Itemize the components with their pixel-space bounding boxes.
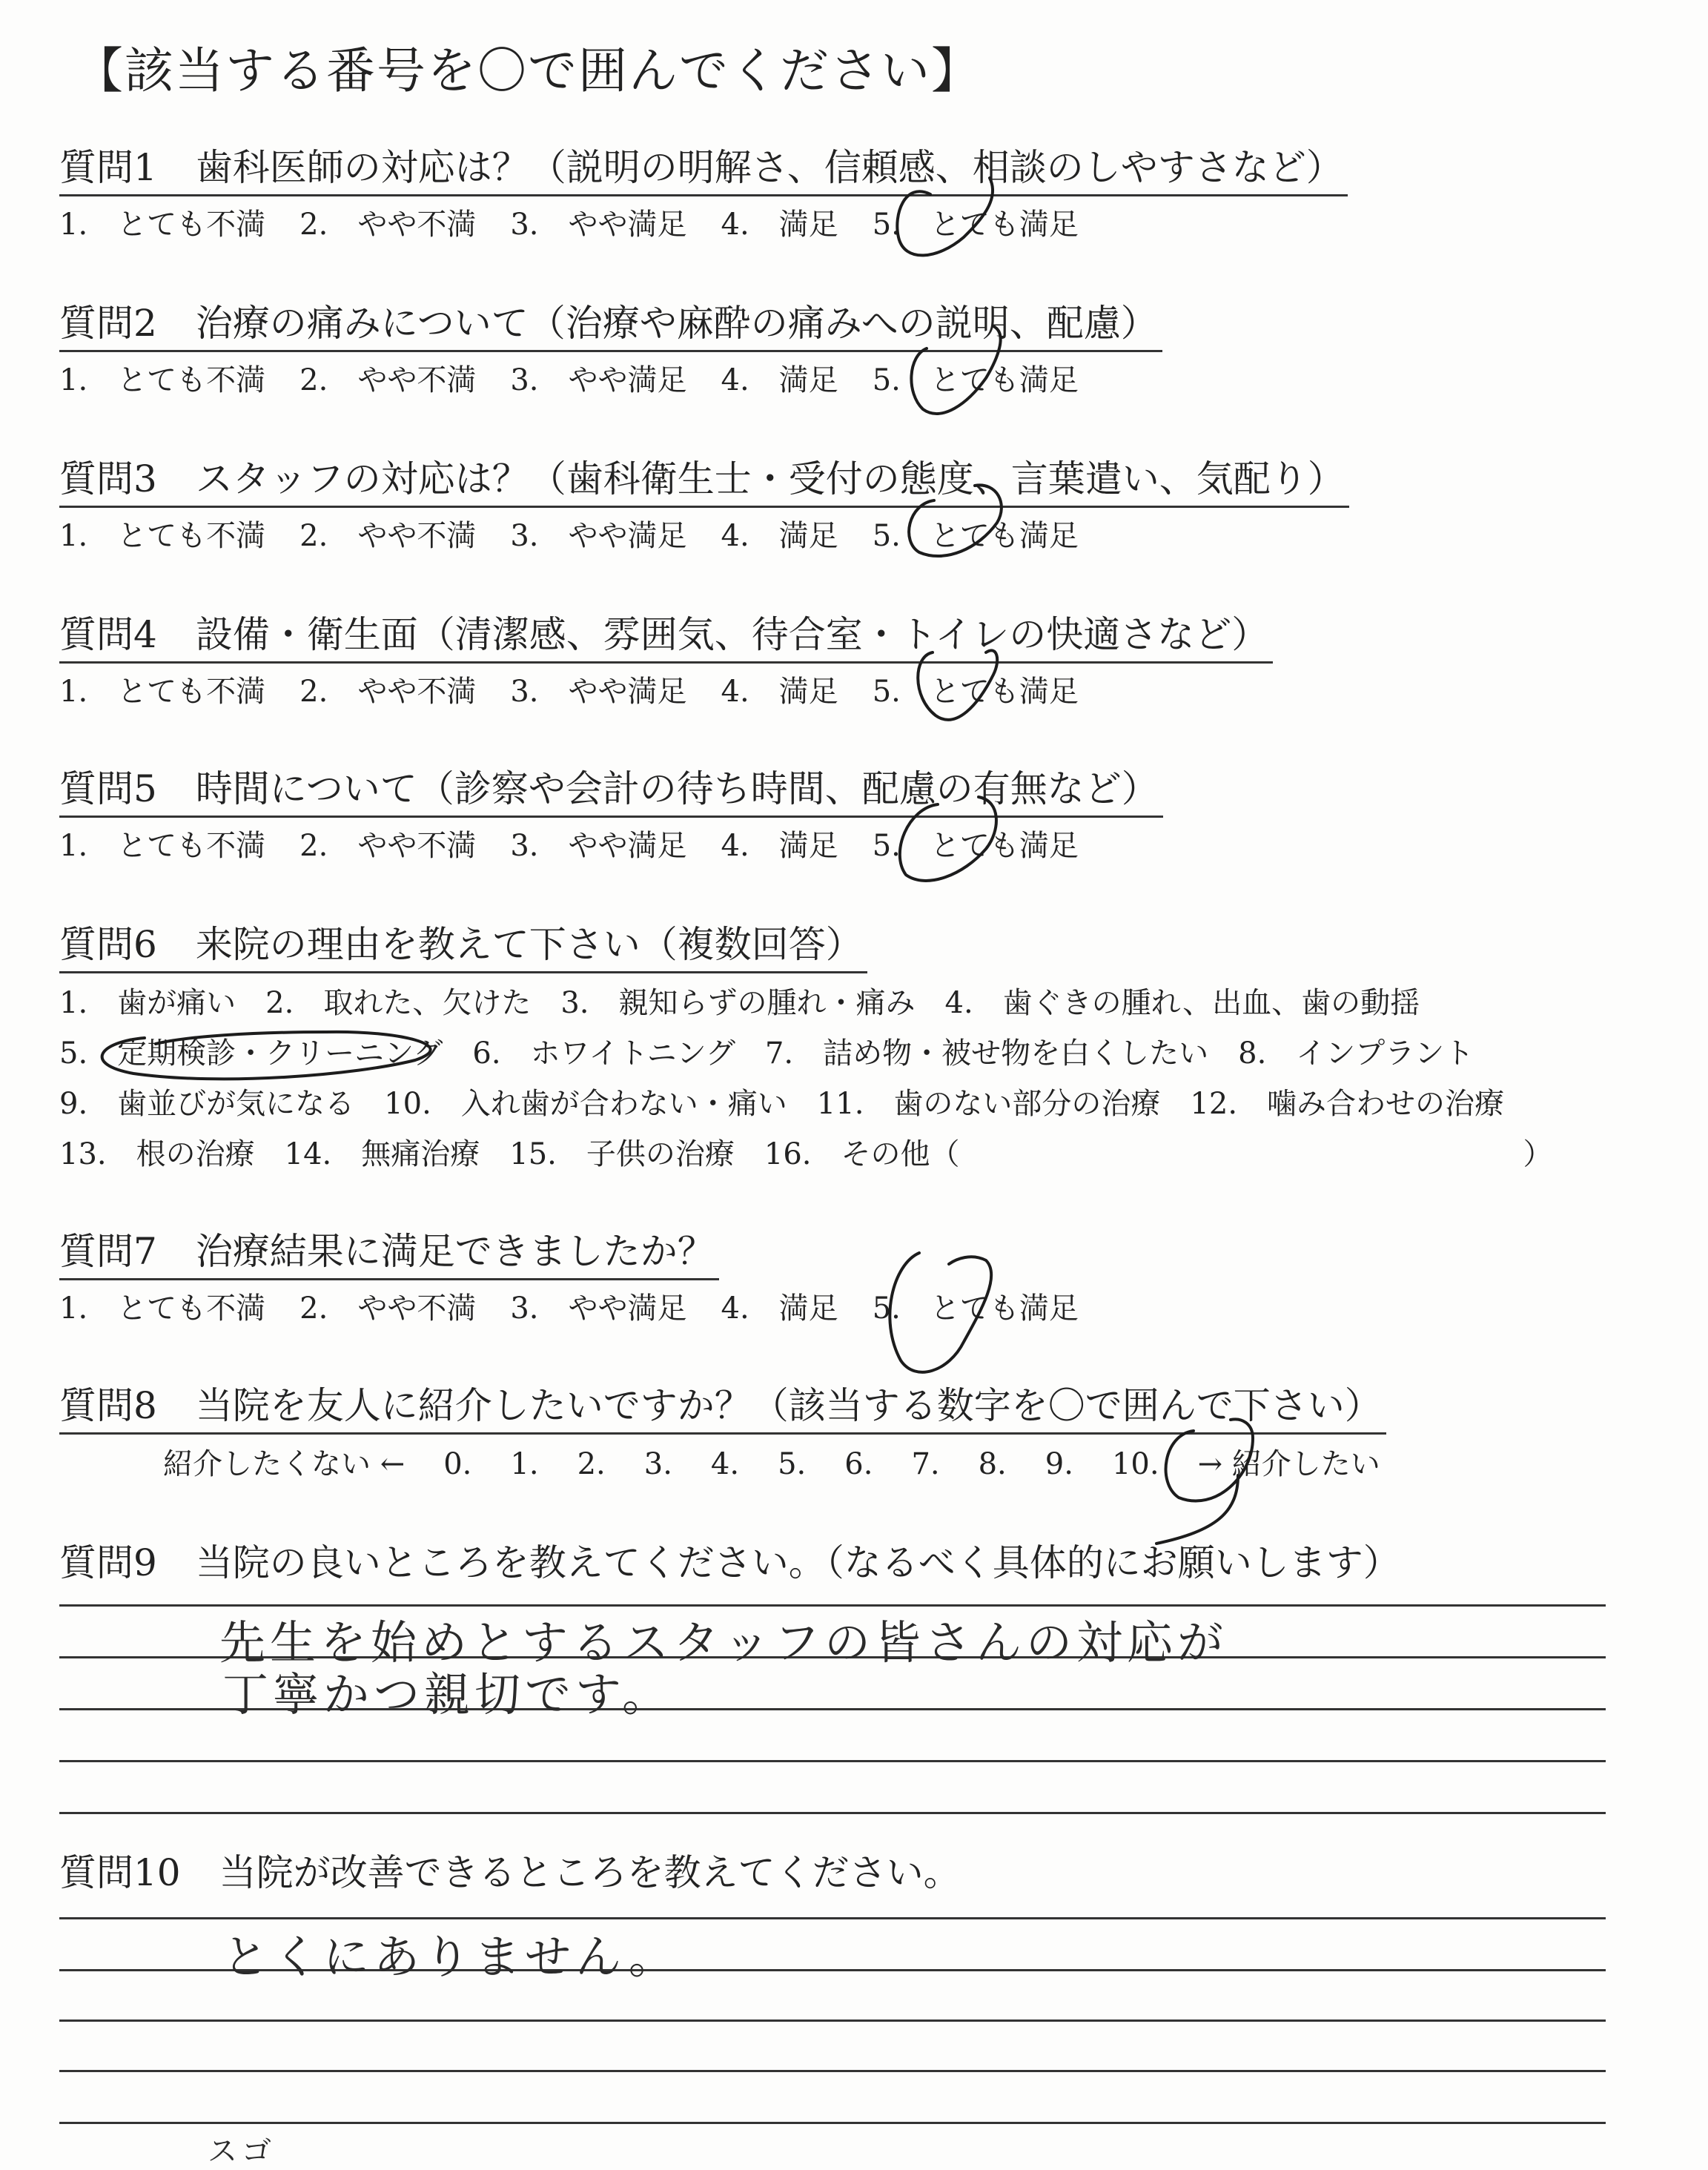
reason-row bbox=[59, 1079, 1583, 1129]
question-9 bbox=[59, 1536, 1405, 1590]
question-6-heading bbox=[59, 918, 867, 973]
option-5[interactable]: 5. とても満足 bbox=[872, 675, 1079, 709]
question-5 bbox=[59, 762, 1163, 870]
reason-option[interactable]: 12. 噛み合わせの治療 bbox=[1190, 1087, 1505, 1121]
question-10 bbox=[59, 1846, 965, 1899]
reason-option[interactable]: 11. 歯のない部分の治療 bbox=[816, 1087, 1161, 1121]
question-text: 治療の痛みについて（治療や麻酔の痛みへの説明、配慮） bbox=[195, 302, 1158, 345]
reason-option[interactable]: 13. 根の治療 bbox=[59, 1137, 255, 1171]
question-text: 治療結果に満足できましたか？ bbox=[195, 1230, 715, 1273]
option-2[interactable]: 2. やや不満 bbox=[299, 363, 477, 397]
option-4[interactable]: 4. 満足 bbox=[721, 675, 838, 709]
question-number: 質問9 bbox=[59, 1541, 157, 1584]
rating-options bbox=[59, 668, 1273, 715]
option-2[interactable]: 2. やや不満 bbox=[299, 675, 477, 709]
option-3[interactable]: 3. やや満足 bbox=[510, 829, 687, 863]
question-2-heading bbox=[59, 297, 1162, 352]
question-number: 質問2 bbox=[59, 302, 157, 345]
question-4 bbox=[59, 608, 1273, 715]
question-number: 質問6 bbox=[59, 923, 157, 966]
answer-line bbox=[59, 1812, 1606, 1814]
option-4[interactable]: 4. 満足 bbox=[721, 208, 838, 242]
question-1 bbox=[59, 141, 1348, 248]
reason-row bbox=[59, 978, 1583, 1028]
question-8-heading bbox=[59, 1379, 1386, 1435]
q10-handwritten-answer[interactable]: とくにありません。 bbox=[222, 1930, 679, 1984]
scale-number[interactable]: 5. bbox=[778, 1447, 807, 1481]
answer-line bbox=[59, 2020, 1606, 2022]
answer-line bbox=[59, 1760, 1606, 1762]
option-1[interactable]: 1. とても不満 bbox=[59, 675, 266, 709]
option-1[interactable]: 1. とても不満 bbox=[59, 829, 266, 863]
scale-number[interactable]: 7. bbox=[911, 1447, 940, 1481]
question-9-heading bbox=[59, 1536, 1405, 1590]
option-2[interactable]: 2. やや不満 bbox=[299, 208, 477, 242]
reason-option[interactable]: 14. 無痛治療 bbox=[284, 1137, 480, 1171]
option-5[interactable]: 5. とても満足 bbox=[872, 519, 1079, 553]
reason-option[interactable]: 3. 親知らずの腫れ・痛み bbox=[560, 986, 916, 1020]
question-3 bbox=[59, 452, 1349, 560]
scale-number[interactable]: 8. bbox=[978, 1447, 1007, 1481]
scale-right-label: → 紹介したい bbox=[1197, 1447, 1380, 1481]
option-2[interactable]: 2. やや不満 bbox=[299, 1291, 477, 1326]
scale-left-label: 紹介したくない ← bbox=[163, 1447, 406, 1481]
question-text: 当院を友人に紹介したいですか？（該当する数字を〇で囲んで下さい） bbox=[195, 1384, 1382, 1427]
reason-option[interactable]: 6. ホワイトニング bbox=[472, 1036, 735, 1071]
scale-number[interactable]: 10. bbox=[1111, 1447, 1159, 1481]
option-3[interactable]: 3. やや満足 bbox=[510, 363, 687, 397]
question-text: スタッフの対応は？（歯科衛生士・受付の態度、言葉遣い、気配り） bbox=[195, 457, 1345, 500]
question-10-heading bbox=[59, 1846, 965, 1899]
question-number: 質問8 bbox=[59, 1384, 157, 1427]
option-5[interactable]: 5. とても満足 bbox=[872, 1291, 1079, 1326]
rating-options bbox=[59, 201, 1348, 248]
page-title: 【該当する番号を〇で囲んでください】 bbox=[74, 42, 982, 99]
question-number: 質問10 bbox=[59, 1851, 181, 1894]
reason-option[interactable]: 4. 歯ぐきの腫れ、出血、歯の動揺 bbox=[944, 986, 1420, 1020]
option-3[interactable]: 3. やや満足 bbox=[510, 519, 687, 553]
option-1[interactable]: 1. とても不満 bbox=[59, 1291, 266, 1326]
scale-number[interactable]: 0. bbox=[443, 1447, 472, 1481]
question-7-heading bbox=[59, 1225, 719, 1280]
question-6 bbox=[59, 918, 1583, 1180]
option-4[interactable]: 4. 満足 bbox=[721, 1291, 838, 1326]
option-4[interactable]: 4. 満足 bbox=[721, 363, 838, 397]
answer-line bbox=[59, 2122, 1606, 2124]
option-1[interactable]: 1. とても不満 bbox=[59, 519, 266, 553]
reason-option[interactable]: 9. 歯並びが気になる bbox=[59, 1087, 355, 1121]
scale-number[interactable]: 6. bbox=[844, 1447, 873, 1481]
option-5[interactable]: 5. とても満足 bbox=[872, 208, 1079, 242]
scale-number[interactable]: 9. bbox=[1045, 1447, 1073, 1481]
scale-number[interactable]: 4. bbox=[710, 1447, 740, 1481]
option-3[interactable]: 3. やや満足 bbox=[510, 208, 687, 242]
footer-scribble: スゴ bbox=[208, 2134, 276, 2169]
recommend-scale bbox=[59, 1440, 1419, 1488]
rating-options bbox=[59, 357, 1162, 404]
option-5[interactable]: 5. とても満足 bbox=[872, 363, 1079, 397]
rating-options bbox=[59, 512, 1349, 560]
reason-option[interactable]: 10. 入れ歯が合わない・痛い bbox=[384, 1087, 787, 1121]
question-text: 時間について（診察や会計の待ち時間、配慮の有無など） bbox=[195, 767, 1159, 810]
option-4[interactable]: 4. 満足 bbox=[721, 829, 838, 863]
reason-option[interactable]: 15. 子供の治療 bbox=[509, 1137, 735, 1171]
option-5[interactable]: 5. とても満足 bbox=[872, 829, 1079, 863]
reason-option[interactable]: 8. インプラント bbox=[1238, 1036, 1474, 1071]
option-1[interactable]: 1. とても不満 bbox=[59, 363, 266, 397]
question-1-heading bbox=[59, 141, 1348, 196]
question-number: 質問1 bbox=[59, 146, 157, 189]
option-4[interactable]: 4. 満足 bbox=[721, 519, 838, 553]
rating-options bbox=[59, 822, 1163, 870]
reason-row bbox=[59, 1028, 1583, 1079]
question-8 bbox=[59, 1379, 1419, 1488]
answer-line bbox=[59, 2070, 1606, 2072]
scale-number[interactable]: 2. bbox=[577, 1447, 606, 1481]
reason-options bbox=[59, 978, 1583, 1180]
question-text: 設備・衛生面（清潔感、雰囲気、待合室・トイレの快適さなど） bbox=[195, 613, 1269, 656]
reason-option[interactable]: 7. 詰め物・被せ物を白くしたい bbox=[764, 1036, 1209, 1071]
reason-row bbox=[59, 1129, 1583, 1180]
scale-number[interactable]: 1. bbox=[510, 1447, 539, 1481]
question-2 bbox=[59, 297, 1162, 404]
option-3[interactable]: 3. やや満足 bbox=[510, 1291, 687, 1326]
other-close-paren: ） bbox=[1523, 1137, 1553, 1171]
option-2[interactable]: 2. やや不満 bbox=[299, 519, 477, 553]
option-2[interactable]: 2. やや不満 bbox=[299, 829, 477, 863]
question-number: 質問3 bbox=[59, 457, 157, 500]
question-text: 当院が改善できるところを教えてください。 bbox=[219, 1851, 961, 1894]
answer-line bbox=[59, 1917, 1606, 1919]
question-number: 質問4 bbox=[59, 613, 157, 656]
reason-option[interactable]: 2. 取れた、欠けた bbox=[265, 986, 532, 1020]
scale-number[interactable]: 3. bbox=[643, 1447, 672, 1481]
option-3[interactable]: 3. やや満足 bbox=[510, 675, 687, 709]
q9-handwritten-answer-line-2[interactable]: 丁寧かつ親切です。 bbox=[222, 1667, 673, 1721]
question-text: 当院の良いところを教えてください。（なるべく具体的にお願いします） bbox=[195, 1541, 1400, 1584]
question-5-heading bbox=[59, 762, 1163, 818]
question-number: 質問5 bbox=[59, 767, 157, 810]
question-4-heading bbox=[59, 608, 1273, 664]
question-7 bbox=[59, 1225, 1113, 1332]
question-3-heading bbox=[59, 452, 1349, 508]
question-number: 質問7 bbox=[59, 1230, 157, 1273]
option-1[interactable]: 1. とても不満 bbox=[59, 208, 266, 242]
reason-option[interactable]: 1. 歯が痛い bbox=[59, 986, 236, 1020]
question-text: 歯科医師の対応は？（説明の明解さ、信頼感、相談のしやすさなど） bbox=[195, 146, 1343, 189]
reason-option[interactable]: 5. 定期検診・クリーニング bbox=[59, 1036, 443, 1071]
q9-handwritten-answer-line-1[interactable]: 先生を始めとするスタッフの皆さんの対応が bbox=[219, 1615, 1228, 1670]
reason-option-other[interactable]: 16. その他（ bbox=[764, 1137, 960, 1171]
question-text: 来院の理由を教えて下さい（複数回答） bbox=[195, 923, 863, 966]
rating-options bbox=[59, 1285, 1113, 1332]
